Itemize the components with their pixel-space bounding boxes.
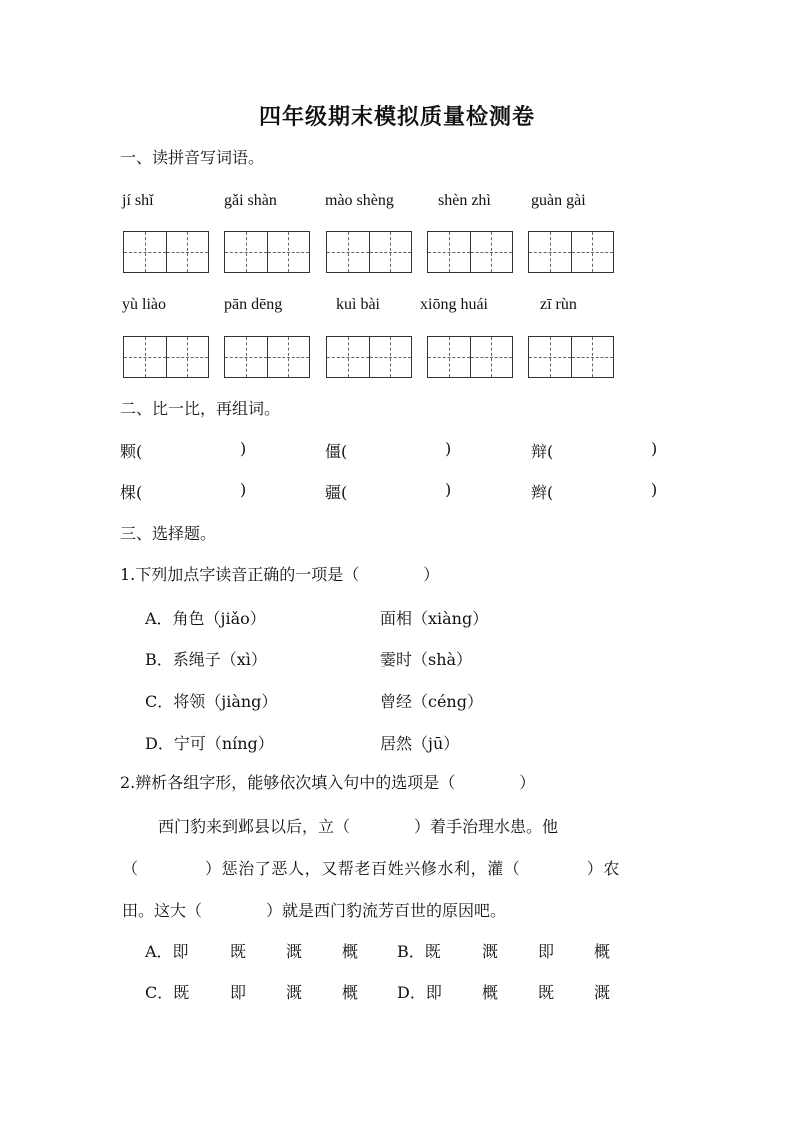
writing-grid[interactable] — [427, 231, 513, 273]
page-title: 四年级期末模拟质量检测卷 — [258, 104, 535, 130]
section3-heading: 三、选择题。 — [120, 524, 217, 543]
question-1-stem: 1.下列加点字读音正确的一项是（ ） — [120, 565, 440, 584]
q2-option-a-char: 概 — [342, 942, 359, 961]
writing-grid[interactable] — [224, 336, 310, 378]
writing-grid[interactable] — [528, 336, 614, 378]
pinyin-label: shèn zhì — [438, 192, 491, 209]
section2-heading: 二、比一比，再组词。 — [120, 399, 281, 418]
q1-option-a-second: 面相（xiàng） — [380, 609, 489, 628]
q2-option-d-char: 既 — [538, 983, 555, 1002]
writing-grid[interactable] — [326, 231, 412, 273]
pinyin-label: guàn gài — [531, 192, 586, 209]
q2-option-c[interactable]: C．既 — [145, 983, 190, 1002]
q2-option-d-char: 溉 — [594, 983, 611, 1002]
paren-close: ) — [651, 439, 658, 458]
writing-grid[interactable] — [326, 336, 412, 378]
compare-char: 颗( — [120, 442, 143, 461]
writing-grid[interactable] — [528, 231, 614, 273]
paren-close: ) — [445, 480, 452, 499]
q1-option-c[interactable]: C．将领（jiàng） — [145, 692, 278, 711]
q1-option-b[interactable]: B．系绳子（xì） — [145, 650, 267, 669]
q1-option-d[interactable]: D．宁可（níng） — [145, 734, 274, 753]
pinyin-label: zī rùn — [540, 296, 577, 313]
q2-option-c-char: 概 — [342, 983, 359, 1002]
pinyin-label: pān dēng — [224, 296, 283, 313]
q2-option-a[interactable]: A．即 — [145, 942, 189, 961]
compare-item[interactable] — [120, 480, 247, 503]
pinyin-label: gǎi shàn — [224, 192, 277, 209]
q1-option-c-second: 曾经（céng） — [380, 692, 483, 711]
pinyin-label: xiōng huái — [420, 296, 488, 313]
q1-option-a[interactable]: A．角色（jiǎo） — [145, 609, 266, 628]
pinyin-label: jí shǐ — [122, 192, 154, 209]
writing-grid[interactable] — [224, 231, 310, 273]
writing-grid[interactable] — [427, 336, 513, 378]
compare-item[interactable] — [325, 439, 452, 462]
q1-option-b-second: 霎时（shà） — [380, 650, 473, 669]
paren-close: ) — [240, 439, 247, 458]
section1-heading: 一、读拼音写词语。 — [120, 148, 265, 167]
q2-passage-line: 西门豹来到邺县以后，立（ ）着手治理水患。他 — [158, 817, 559, 836]
pinyin-label: yù liào — [122, 296, 166, 313]
pinyin-label: mào shèng — [325, 192, 394, 209]
writing-grid[interactable] — [123, 336, 209, 378]
paren-close: ) — [445, 439, 452, 458]
q2-passage-line: 田。这大（ ）就是西门豹流芳百世的原因吧。 — [122, 901, 507, 920]
writing-grid[interactable] — [123, 231, 209, 273]
q2-option-b-char: 概 — [594, 942, 611, 961]
q2-passage-line: （ ）惩治了恶人，又帮老百姓兴修水利，灌（ ）农 — [122, 859, 621, 878]
compare-item[interactable] — [325, 480, 452, 503]
paren-close: ) — [240, 480, 247, 499]
q2-option-a-char: 既 — [230, 942, 247, 961]
compare-item[interactable] — [120, 439, 247, 462]
compare-item[interactable] — [531, 439, 658, 462]
compare-char: 棵( — [120, 483, 143, 502]
q1-option-d-second: 居然（jū） — [380, 734, 460, 753]
q2-option-c-char: 即 — [230, 983, 247, 1002]
compare-char: 辫( — [531, 483, 554, 502]
compare-item[interactable] — [531, 480, 658, 503]
q2-option-b-char: 溉 — [482, 942, 499, 961]
compare-char: 辩( — [531, 442, 554, 461]
q2-option-b-char: 即 — [538, 942, 555, 961]
pinyin-label: kuì bài — [336, 296, 380, 313]
compare-char: 疆( — [325, 483, 348, 502]
compare-char: 僵( — [325, 442, 348, 461]
question-2-stem: 2.辨析各组字形，能够依次填入句中的选项是（ ） — [120, 773, 536, 792]
q2-option-b[interactable]: B．既 — [397, 942, 441, 961]
q2-option-d-char: 概 — [482, 983, 499, 1002]
q2-option-c-char: 溉 — [286, 983, 303, 1002]
q2-option-d[interactable]: D．即 — [397, 983, 442, 1002]
paren-close: ) — [651, 480, 658, 499]
q2-option-a-char: 溉 — [286, 942, 303, 961]
